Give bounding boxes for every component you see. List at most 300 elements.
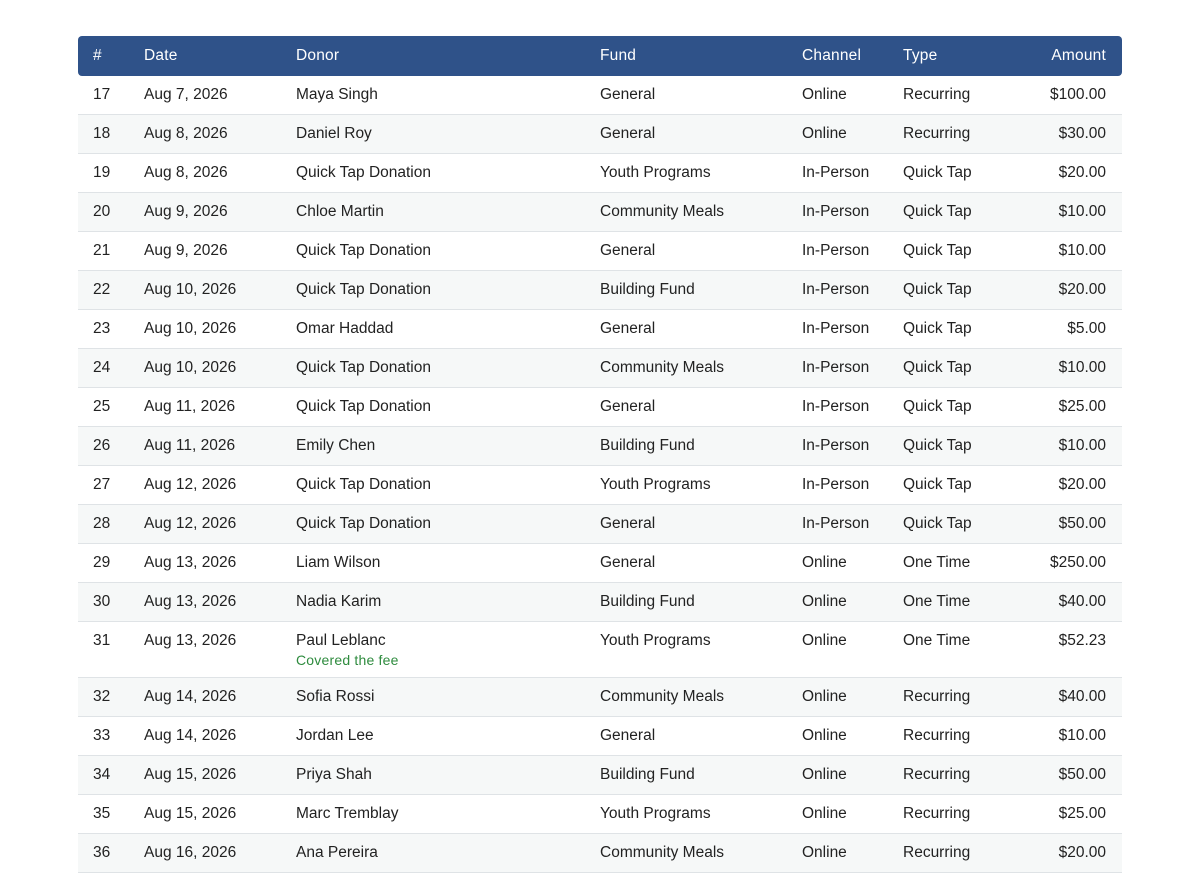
cell-type [903,466,1007,505]
cell-amount-text: $10.00 [1058,242,1106,259]
cell-date [144,310,296,349]
cell-donor-text: Quick Tap Donation [296,242,431,259]
cell-number-text: 31 [93,632,111,649]
cell-date-text: Aug 9, 2026 [144,203,228,220]
cell-type [903,544,1007,583]
cell-number [78,678,144,717]
cell-channel-text: In-Person [802,242,870,259]
cell-date-text: Aug 14, 2026 [144,727,237,744]
cell-amount-text: $52.23 [1058,632,1106,649]
cell-type-text: Recurring [903,125,971,142]
cell-fund [600,505,802,544]
cell-channel-text: Online [802,727,847,744]
cell-channel [802,349,903,388]
cell-date-text: Aug 9, 2026 [144,242,228,259]
cell-type [903,271,1007,310]
cell-fund-text: General [600,398,656,415]
cell-amount-text: $40.00 [1058,593,1106,610]
cell-donor-text: Daniel Roy [296,125,372,142]
cell-number [78,388,144,427]
cell-amount-text: $25.00 [1058,805,1106,822]
cell-number [78,427,144,466]
cell-fund [600,154,802,193]
table-body [78,76,1122,873]
cell-date [144,678,296,717]
table-row[interactable] [78,115,1122,154]
cell-type [903,76,1007,115]
cell-channel-text: In-Person [802,320,870,337]
cell-fund [600,795,802,834]
table-row[interactable] [78,622,1122,678]
cell-date [144,795,296,834]
cell-donor [296,466,600,505]
cell-amount-text: $10.00 [1058,437,1106,454]
cell-number-text: 25 [93,398,111,415]
cell-number-text: 22 [93,281,111,298]
cell-amount-text: $10.00 [1058,359,1106,376]
cell-fund-text: Community Meals [600,359,725,376]
cell-amount [1007,544,1122,583]
cell-number-text: 30 [93,593,111,610]
cell-fund-text: Building Fund [600,593,695,610]
cell-amount-text: $20.00 [1058,844,1106,861]
cell-date [144,271,296,310]
cell-type [903,388,1007,427]
cell-donor-text: Chloe Martin [296,203,384,220]
cell-type [903,717,1007,756]
cell-channel [802,678,903,717]
cell-fund [600,544,802,583]
cell-donor [296,427,600,466]
table-row[interactable] [78,310,1122,349]
cell-amount-text: $50.00 [1058,515,1106,532]
cell-fund [600,232,802,271]
cell-donor-text: Nadia Karim [296,593,382,610]
table-row[interactable] [78,232,1122,271]
cell-date [144,193,296,232]
cell-type-text: Quick Tap [903,515,972,532]
cell-date-text: Aug 14, 2026 [144,688,237,705]
cell-fund [600,678,802,717]
table-row[interactable] [78,583,1122,622]
cell-type-text: Quick Tap [903,203,972,220]
cell-channel [802,154,903,193]
table-row[interactable] [78,271,1122,310]
column-header-date[interactable]: Date [144,36,296,76]
cell-number [78,193,144,232]
cell-number [78,544,144,583]
cell-amount [1007,795,1122,834]
cell-fund [600,427,802,466]
cell-number-text: 23 [93,320,111,337]
table-row[interactable] [78,505,1122,544]
cell-date [144,583,296,622]
cell-channel-text: In-Person [802,203,870,220]
cell-channel [802,388,903,427]
cell-number [78,76,144,115]
cell-amount [1007,466,1122,505]
cell-date-text: Aug 13, 2026 [144,632,237,649]
cell-channel [802,466,903,505]
cell-number-text: 21 [93,242,111,259]
table-row[interactable] [78,466,1122,505]
donations-table [78,36,1122,873]
cell-fund [600,717,802,756]
cell-channel-text: Online [802,766,847,783]
cell-date-text: Aug 11, 2026 [144,398,236,415]
cell-number [78,115,144,154]
cell-amount-text: $25.00 [1058,398,1106,415]
cell-amount [1007,349,1122,388]
cell-number-text: 19 [93,164,111,181]
cell-fund [600,388,802,427]
cell-channel [802,271,903,310]
table-row[interactable] [78,834,1122,873]
cell-channel-text: Online [802,632,847,649]
cell-donor-text: Jordan Lee [296,727,374,744]
cell-donor [296,583,600,622]
cell-donor [296,756,600,795]
cell-date-text: Aug 15, 2026 [144,766,237,783]
cell-fund [600,115,802,154]
cell-type-text: Recurring [903,688,971,705]
table-row[interactable] [78,193,1122,232]
cell-fund [600,756,802,795]
cell-number-text: 36 [93,844,111,861]
cell-type-text: Recurring [903,727,971,744]
cell-channel-text: In-Person [802,359,870,376]
cell-donor [296,349,600,388]
cell-fund-text: Community Meals [600,203,725,220]
cell-amount-text: $100.00 [1049,86,1106,103]
cell-channel [802,232,903,271]
cell-donor [296,232,600,271]
cell-type-text: Recurring [903,844,971,861]
cell-donor-text: Sofia Rossi [296,688,375,705]
cell-donor [296,154,600,193]
cell-amount [1007,388,1122,427]
cell-number-text: 27 [93,476,111,493]
cell-date-text: Aug 10, 2026 [144,281,237,298]
cell-amount-text: $40.00 [1058,688,1106,705]
cell-donor-text: Liam Wilson [296,554,381,571]
cell-number [78,232,144,271]
cell-number-text: 32 [93,688,111,705]
table-row[interactable] [78,678,1122,717]
cell-amount-text: $20.00 [1058,164,1106,181]
cell-type-text: Recurring [903,766,971,783]
cell-number-text: 29 [93,554,111,571]
cell-type [903,834,1007,873]
cell-date [144,115,296,154]
cell-donor-text: Quick Tap Donation [296,164,431,181]
cell-type-text: Quick Tap [903,437,972,454]
cell-number [78,756,144,795]
table-row[interactable] [78,795,1122,834]
table-row[interactable] [78,388,1122,427]
cell-amount-text: $5.00 [1067,320,1106,337]
cell-donor-text: Quick Tap Donation [296,281,431,298]
cell-type-text: One Time [903,593,971,610]
cell-date [144,154,296,193]
cell-date-text: Aug 10, 2026 [144,359,237,376]
cell-number [78,310,144,349]
cell-channel [802,756,903,795]
cell-donor [296,505,600,544]
cell-fund [600,310,802,349]
column-header-number[interactable]: # [78,36,144,76]
header-row [78,36,1122,76]
cell-channel [802,193,903,232]
cell-type [903,756,1007,795]
cell-amount [1007,271,1122,310]
cell-channel-text: In-Person [802,437,870,454]
cell-number [78,466,144,505]
cell-donor [296,193,600,232]
cell-amount [1007,583,1122,622]
table-row[interactable] [78,154,1122,193]
cell-number-text: 35 [93,805,111,822]
cell-date [144,466,296,505]
cell-amount [1007,834,1122,873]
cell-fund [600,466,802,505]
cell-channel-text: In-Person [802,164,870,181]
cell-date-text: Aug 8, 2026 [144,125,228,142]
cell-channel [802,310,903,349]
cell-donor [296,115,600,154]
cell-type [903,193,1007,232]
cell-amount-text: $30.00 [1058,125,1106,142]
cell-type-text: Recurring [903,805,971,822]
cell-number-text: 28 [93,515,111,532]
cell-fund [600,349,802,388]
cell-fund-text: General [600,515,656,532]
cell-type [903,349,1007,388]
column-header-channel[interactable]: Channel [802,36,903,76]
cell-amount-text: $50.00 [1058,766,1106,783]
cell-date [144,349,296,388]
cell-date [144,544,296,583]
cell-fund-text: General [600,727,656,744]
cell-donor-text: Emily Chen [296,437,376,454]
cell-fund-text: Community Meals [600,844,725,861]
cell-number [78,622,144,678]
cell-donor-text: Quick Tap Donation [296,476,431,493]
cell-type [903,795,1007,834]
cell-amount [1007,717,1122,756]
table-row[interactable] [78,756,1122,795]
cell-fund-text: Building Fund [600,281,695,298]
cell-number-text: 18 [93,125,111,142]
cell-amount-text: $20.00 [1058,281,1106,298]
cell-channel [802,544,903,583]
cell-number [78,717,144,756]
cell-number [78,795,144,834]
cell-type-text: Quick Tap [903,359,972,376]
cell-channel-text: In-Person [802,476,870,493]
table-row[interactable] [78,717,1122,756]
cell-amount-text: $10.00 [1058,727,1106,744]
cell-fund-text: Building Fund [600,437,695,454]
cell-date-text: Aug 8, 2026 [144,164,228,181]
cell-type-text: Quick Tap [903,398,972,415]
table-row[interactable] [78,544,1122,583]
cell-channel [802,834,903,873]
cell-date [144,717,296,756]
cell-type-text: Recurring [903,86,971,103]
cell-type-text: Quick Tap [903,320,972,337]
cell-date-text: Aug 15, 2026 [144,805,237,822]
cell-type [903,232,1007,271]
cell-channel-text: Online [802,125,847,142]
cell-donor-text: Paul Leblanc [296,632,386,649]
cell-number [78,349,144,388]
cell-donor [296,271,600,310]
cell-donor [296,834,600,873]
cell-type [903,583,1007,622]
cell-fund-text: General [600,125,656,142]
column-header-amount[interactable]: Amount [1007,36,1122,76]
cell-channel [802,427,903,466]
cell-type [903,427,1007,466]
cell-fund [600,271,802,310]
cell-fund [600,583,802,622]
cell-donor-text: Maya Singh [296,86,378,103]
cell-type [903,115,1007,154]
cell-number [78,271,144,310]
cell-channel-text: In-Person [802,398,870,415]
cell-amount [1007,193,1122,232]
cell-donor-text: Marc Tremblay [296,805,399,822]
cell-channel-text: Online [802,688,847,705]
cell-type [903,310,1007,349]
cell-channel-text: Online [802,554,847,571]
cell-donor [296,622,600,678]
cell-date-text: Aug 7, 2026 [144,86,228,103]
cell-date-text: Aug 13, 2026 [144,554,237,571]
cell-fund-text: Youth Programs [600,164,711,181]
cell-number-text: 20 [93,203,111,220]
table-row[interactable] [78,349,1122,388]
cell-type-text: Quick Tap [903,476,972,493]
cell-fund-text: Community Meals [600,688,725,705]
donations-table-container [78,36,1122,873]
cell-amount [1007,622,1122,678]
column-header-fund[interactable]: Fund [600,36,802,76]
cell-donor [296,795,600,834]
cell-date-text: Aug 10, 2026 [144,320,237,337]
cell-type-text: One Time [903,632,971,649]
cell-amount-text: $20.00 [1058,476,1106,493]
cell-donor [296,717,600,756]
cell-date [144,622,296,678]
cell-number [78,154,144,193]
cell-date-text: Aug 11, 2026 [144,437,236,454]
cell-number [78,583,144,622]
cell-type-text: Quick Tap [903,164,972,181]
cell-channel-text: Online [802,86,847,103]
cell-number-text: 24 [93,359,111,376]
cell-donor [296,388,600,427]
cell-fund-text: General [600,86,656,103]
cell-date-text: Aug 12, 2026 [144,515,237,532]
cell-type [903,622,1007,678]
cell-date-text: Aug 12, 2026 [144,476,237,493]
cell-channel-text: In-Person [802,515,870,532]
cell-donor-text: Ana Pereira [296,844,378,861]
cell-date [144,505,296,544]
cell-fund-text: Youth Programs [600,476,711,493]
cell-donor [296,678,600,717]
cell-channel [802,622,903,678]
cell-fund-text: Building Fund [600,766,695,783]
cell-channel [802,583,903,622]
cell-amount [1007,427,1122,466]
cell-fund-text: General [600,242,656,259]
cell-amount [1007,76,1122,115]
cell-type-text: One Time [903,554,971,571]
column-header-type[interactable]: Type [903,36,1007,76]
cell-donor-text: Quick Tap Donation [296,398,431,415]
cell-date [144,76,296,115]
cell-amount-text: $250.00 [1049,554,1106,571]
cell-channel [802,795,903,834]
cell-date [144,388,296,427]
cell-date [144,427,296,466]
cell-fund [600,76,802,115]
table-row[interactable] [78,427,1122,466]
cell-donor [296,310,600,349]
cell-fund-text: General [600,320,656,337]
cell-channel-text: Online [802,593,847,610]
cell-amount [1007,115,1122,154]
cell-channel-text: Online [802,805,847,822]
cell-date [144,232,296,271]
cell-fund-text: Youth Programs [600,805,711,822]
cell-number [78,505,144,544]
donor-note: Covered the fee [296,652,399,668]
cell-type [903,505,1007,544]
cell-channel-text: In-Person [802,281,870,298]
cell-amount [1007,756,1122,795]
cell-type [903,154,1007,193]
cell-donor-text: Omar Haddad [296,320,394,337]
cell-number-text: 26 [93,437,111,454]
cell-fund [600,622,802,678]
cell-donor-text: Quick Tap Donation [296,359,431,376]
cell-type [903,678,1007,717]
cell-donor [296,544,600,583]
cell-number [78,834,144,873]
table-row[interactable] [78,76,1122,115]
cell-channel [802,115,903,154]
cell-amount [1007,678,1122,717]
cell-number-text: 33 [93,727,111,744]
cell-amount-text: $10.00 [1058,203,1106,220]
cell-channel [802,76,903,115]
cell-date [144,834,296,873]
cell-channel-text: Online [802,844,847,861]
cell-donor-text: Quick Tap Donation [296,515,431,532]
cell-channel [802,717,903,756]
column-header-donor[interactable]: Donor [296,36,600,76]
cell-date-text: Aug 13, 2026 [144,593,237,610]
cell-fund-text: Youth Programs [600,632,711,649]
cell-donor [296,76,600,115]
cell-type-text: Quick Tap [903,242,972,259]
cell-number-text: 17 [93,86,111,103]
cell-number-text: 34 [93,766,111,783]
